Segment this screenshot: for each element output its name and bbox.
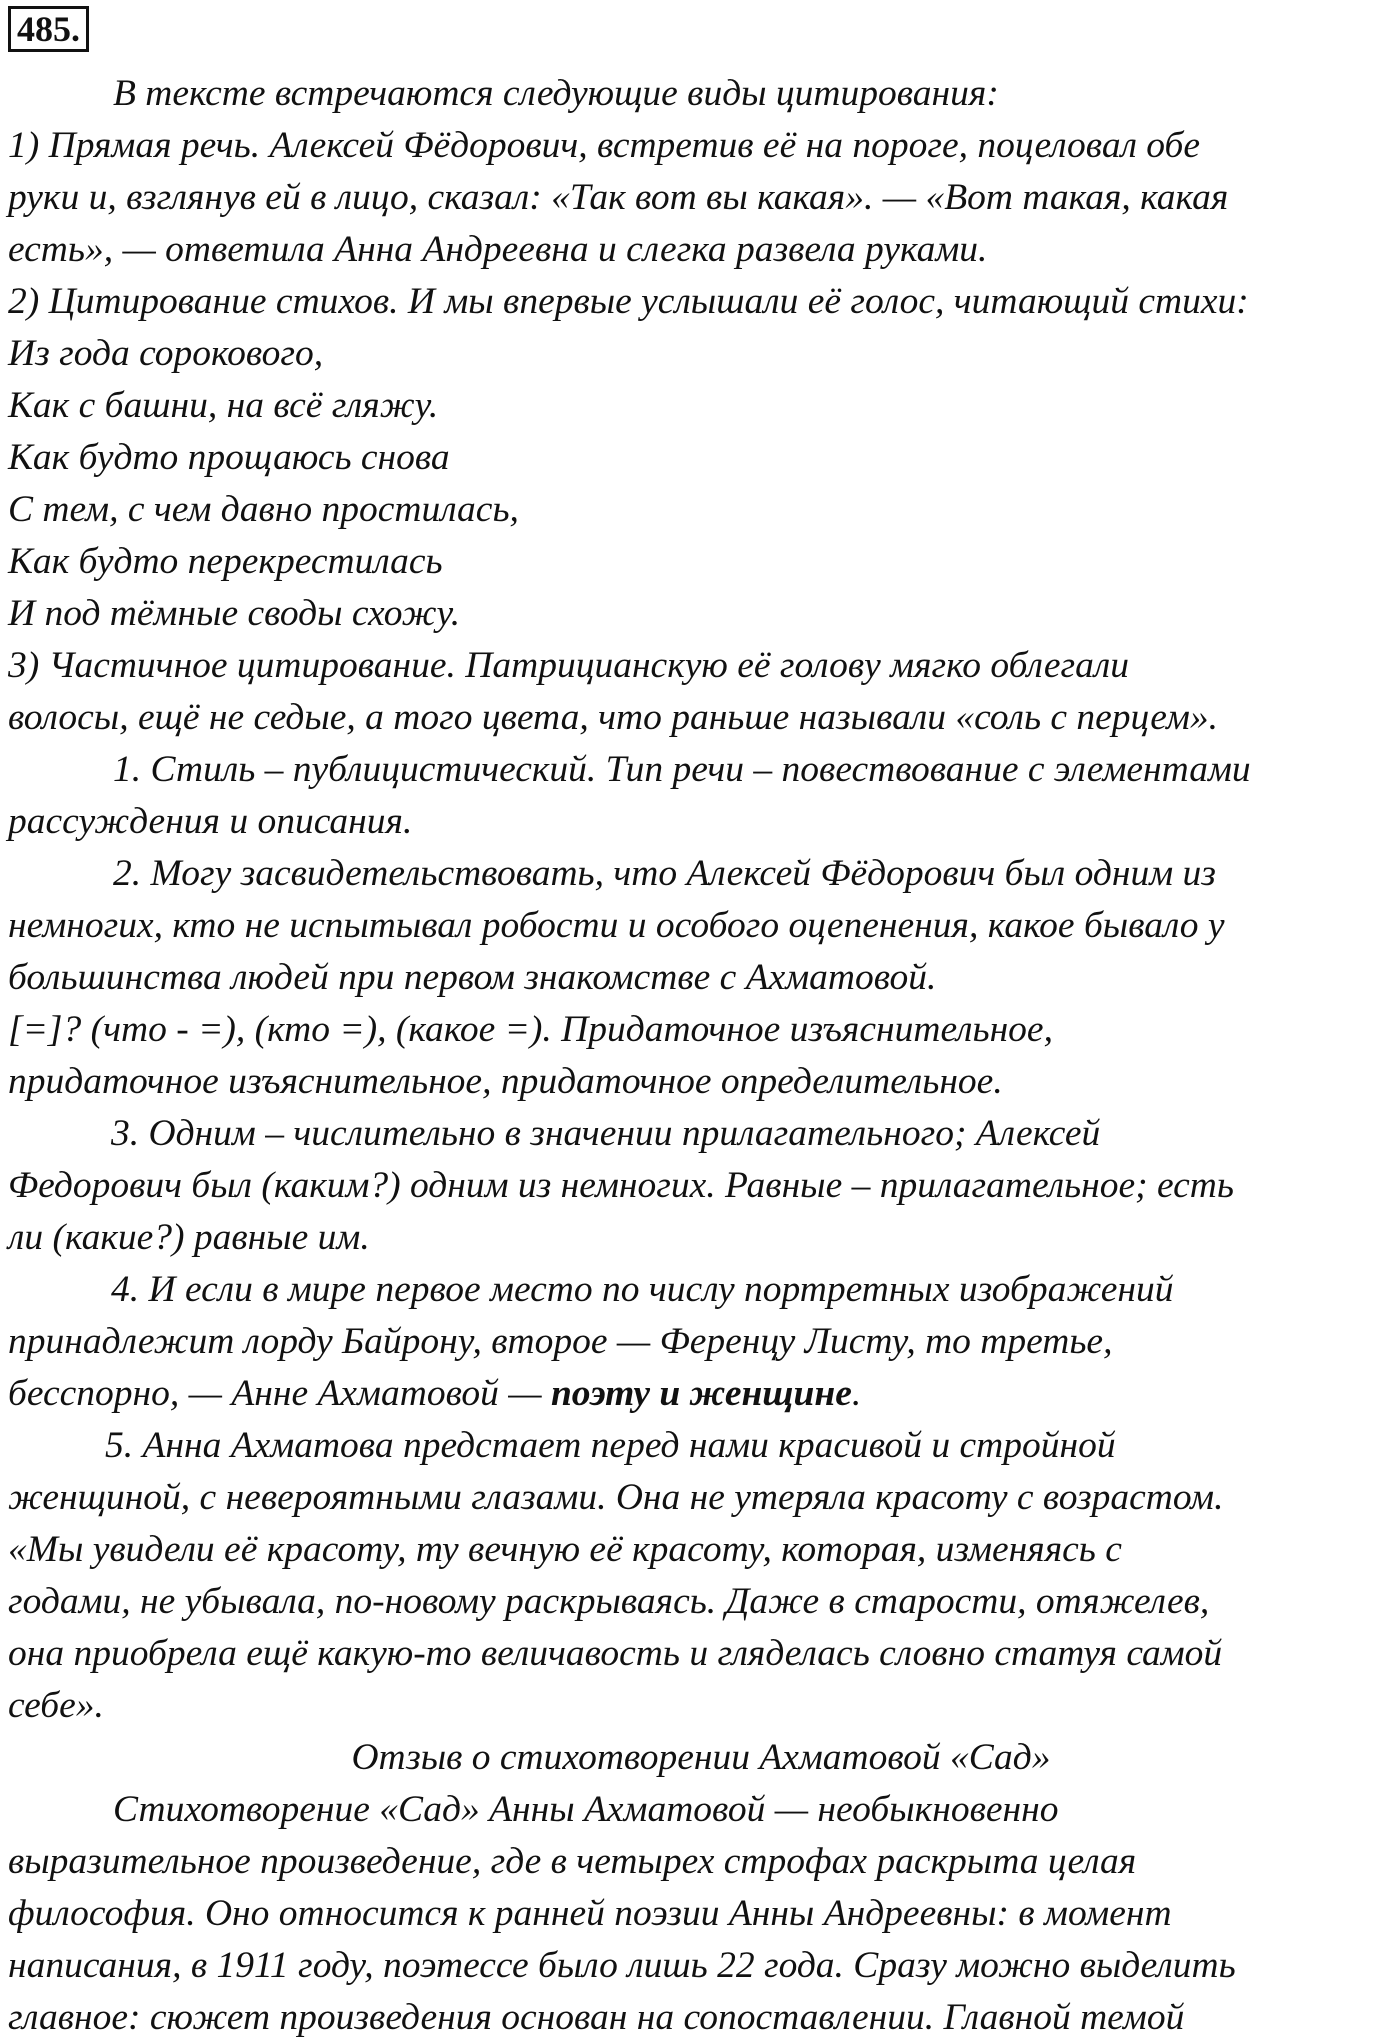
text-line: 3. Одним – числительно в значении прилагательного; Алексей [111,1113,1101,1154]
text-line-start: бесспорно, — Анне Ахматовой — [8,1373,551,1414]
document-text [8,68,1394,2044]
poem-line: Как будто перекрестилась [8,541,443,582]
text-line: 5. Анна Ахматова предстает перед нами красивой и стройной [105,1425,1116,1466]
poem-line: С тем, с чем давно простилась, [8,489,519,530]
text-line: большинства людей при первом знакомстве с Ахматовой. [8,957,937,998]
text-line: есть», — ответила Анна Андреевна и слегка развела руками. [8,229,988,270]
text-line: Федорович был (каким?) одним из немногих. Равные – прилагательное; есть [8,1165,1234,1206]
text-line-with-bold [8,1368,1394,1420]
text-line: главное: сюжет произведения основан на сопоставлении. Главной темой [8,1997,1185,2038]
text-line: [=]? (что - =), (кто =), (какое =). Придаточное изъяснительное, [8,1009,1053,1050]
text-line: придаточное изъяснительное, придаточное определительное. [8,1061,1003,1102]
text-line: немногих, кто не испытывал робости и особого оцепенения, какое бывало у [8,905,1225,946]
text-line: рассуждения и описания. [8,801,413,842]
text-line: ли (какие?) равные им. [8,1217,370,1258]
text-line: 4. И если в мире первое место по числу портретных изображений [111,1269,1174,1310]
poem-line: Как будто прощаюсь снова [8,437,450,478]
text-line: 3) Частичное цитирование. Патрицианскую её голову мягко облегали [8,645,1129,686]
text-line-end: . [851,1373,862,1414]
text-line: выразительное произведение, где в четырех строфах раскрыта целая [8,1841,1137,1882]
text-line: себе». [8,1685,104,1726]
text-line: 1) Прямая речь. Алексей Фёдорович, встретив её на пороге, поцеловал обе [8,125,1201,166]
text-line: 2) Цитирование стихов. И мы впервые услышали её голос, читающий стихи: [8,281,1249,322]
text-line: волосы, ещё не седые, а того цвета, что раньше называли «соль с перцем». [8,697,1218,738]
poem-line: Как с башни, на всё гляжу. [8,385,439,426]
text-line: годами, не убывала, по-новому раскрываясь. Даже в старости, отяжелев, [8,1581,1210,1622]
poem-line: И под тёмные своды схожу. [8,593,461,634]
text-line: написания, в 1911 году, поэтессе было лишь 22 года. Сразу можно выделить [8,1945,1236,1986]
text-line: принадлежит лорду Байрону, второе — Ференцу Листу, то третье, [8,1321,1113,1362]
bold-fragment: поэту и женщине [550,1373,852,1414]
exercise-number: 485. [8,6,89,52]
text-line: В тексте встречаются следующие виды цитирования: [113,73,999,114]
text-line: она приобрела ещё какую-то величавость и гляделась словно статуя самой [8,1633,1223,1674]
text-line: «Мы увидели её красоту, ту вечную её красоту, которая, изменяясь с [8,1529,1122,1570]
poem-line: Из года сорокового, [8,333,324,374]
text-line: руки и, взглянув ей в лицо, сказал: «Так вот вы какая». — «Вот такая, какая [8,177,1229,218]
text-line: Стихотворение «Сад» Анны Ахматовой — необыкновенно [113,1789,1059,1830]
text-line: 1. Стиль – публицистический. Тип речи – повествование с элементами [113,749,1251,790]
review-heading: Отзыв о стихотворении Ахматовой «Сад» [351,1737,1051,1778]
text-line: женщиной, с невероятными глазами. Она не утеряла красоту с возрастом. [8,1477,1224,1518]
text-line: философия. Оно относится к ранней поэзии Анны Андреевны: в момент [8,1893,1172,1934]
text-line: 2. Могу засвидетельствовать, что Алексей Фёдорович был одним из [113,853,1216,894]
